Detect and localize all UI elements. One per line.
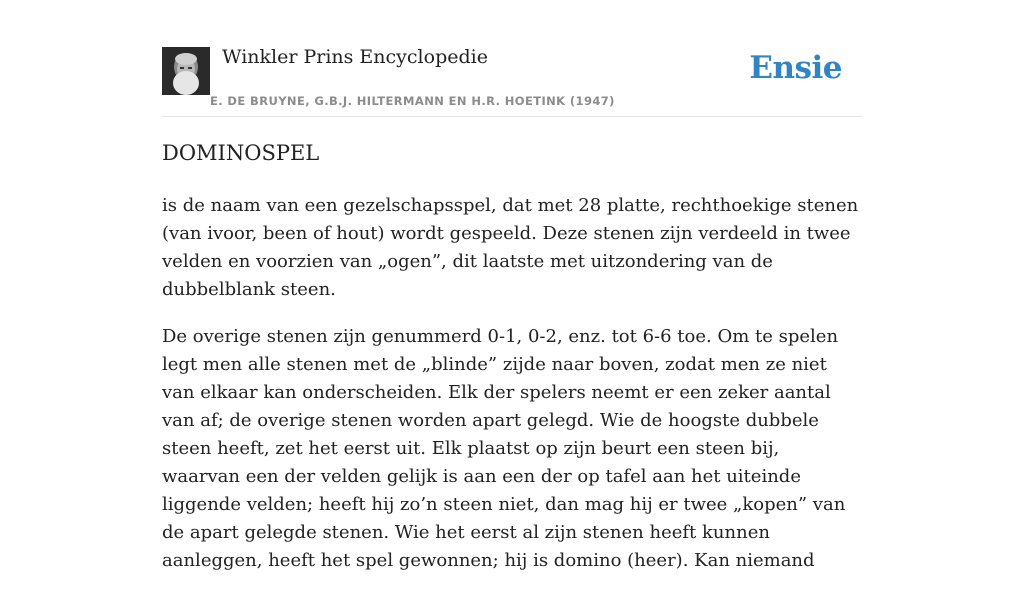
author-avatar xyxy=(162,47,210,95)
article-body xyxy=(162,192,862,594)
authors-line: E. DE BRUYNE, G.B.J. HILTERMANN EN H.R. HOETINK (1947) xyxy=(210,94,615,108)
portrait-image xyxy=(162,47,210,95)
article-headword: DOMINOSPEL xyxy=(162,141,320,165)
header xyxy=(162,0,862,117)
paragraph: De overige stenen zijn genummerd 0-1, 0-2, enz. tot 6-6 toe. Om te spelen legt men alle stenen met de „blinde” zijde naar boven, zodat men ze niet van elkaar kan onderscheiden. Elk der spelers neemt er een zeker aantal van af; de overige stenen worden apart gelegd. Wie de hoogste dubbele steen heeft, zet het eerst uit. Elk plaatst op zijn beurt een steen bij, waarvan een der velden gelijk is aan een der op tafel aan het uiteinde liggende velden; heeft hij zo’n steen niet, dan mag hij er twee „kopen” van de apart gelegde stenen. Wie het eerst al zijn stenen heeft kunnen aanleggen, heeft het spel gewonnen; hij is domino (heer). Kan niemand xyxy=(162,326,846,571)
paragraph: is de naam van een gezelschapsspel, dat met 28 platte, rechthoekige stenen (van ivoor, been of hout) wordt gespeeld. Deze stenen zijn verdeeld in twee velden en voorzien van „ogen”, dit laatste met uitzondering van de dubbelblank steen. xyxy=(162,195,859,300)
ensie-logo-link[interactable]: Ensie xyxy=(749,50,842,86)
site-title[interactable]: Winkler Prins Encyclopedie xyxy=(222,46,488,68)
